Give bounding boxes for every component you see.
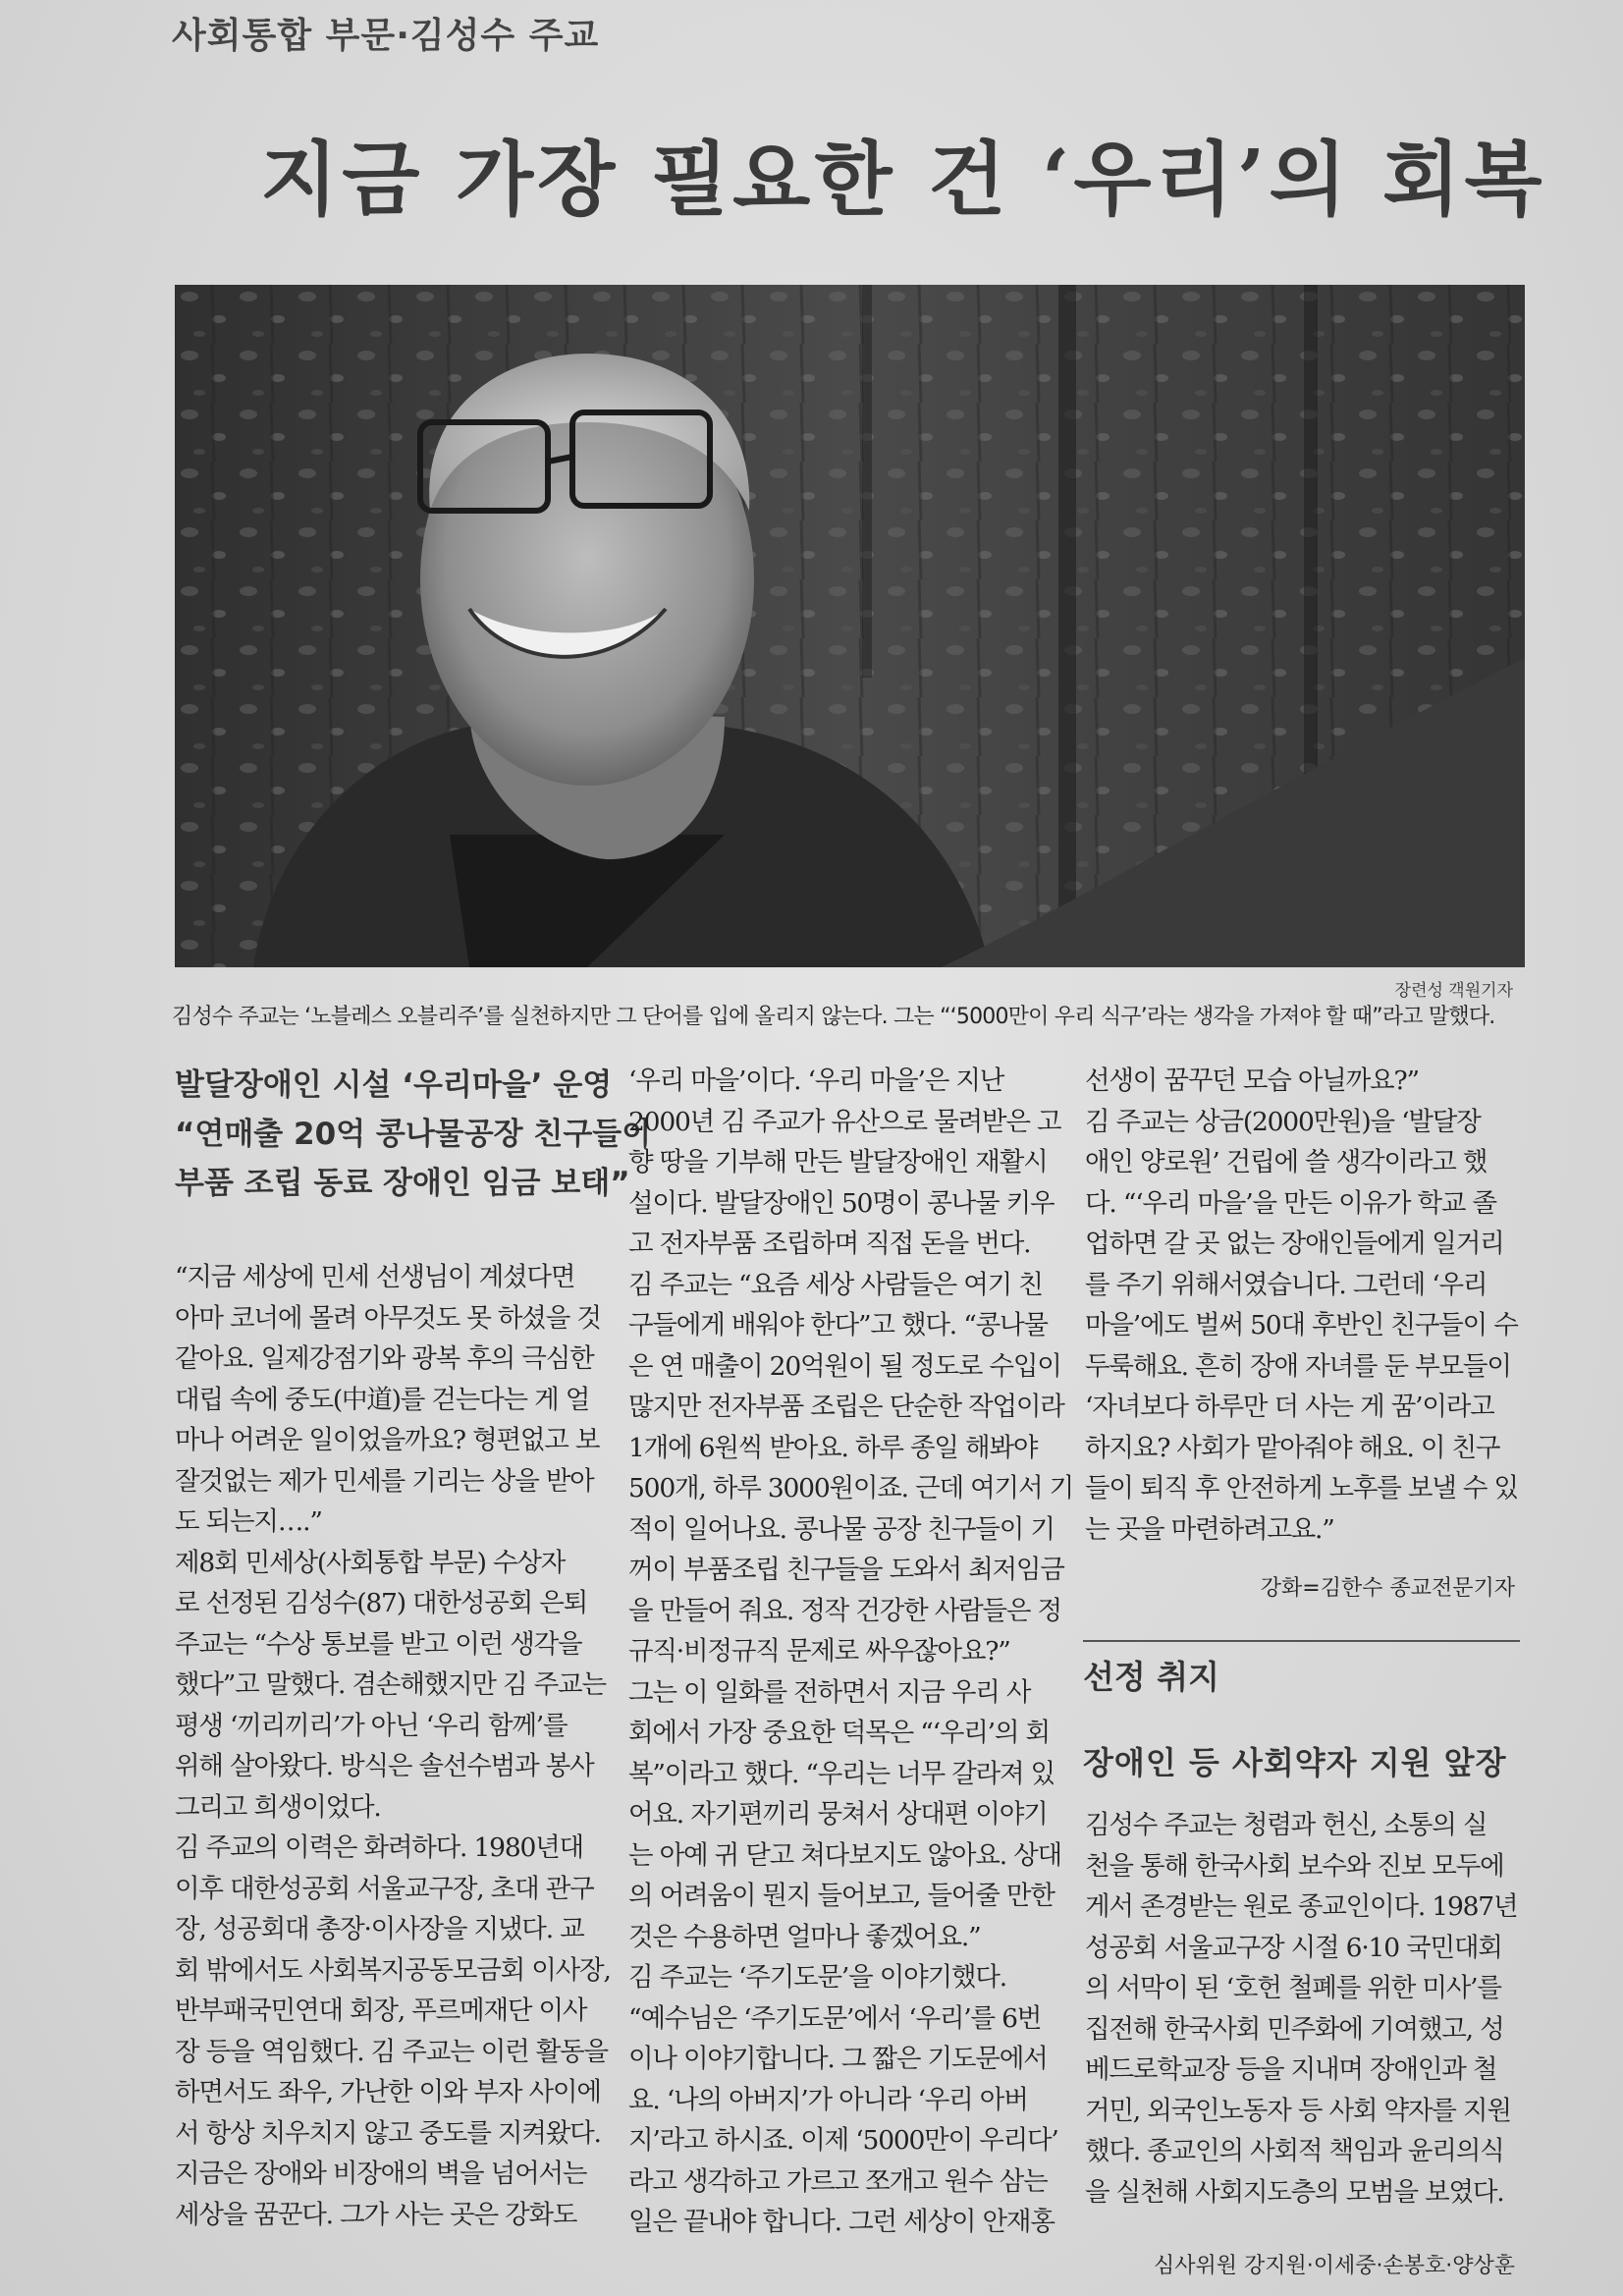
text-line: “지금 세상에 민세 선생님이 계셨다면 bbox=[175, 1262, 575, 1292]
text-line: 김 주교는 “요즘 세상 사람들은 여기 친 bbox=[628, 1269, 1043, 1300]
text-line: 500개, 하루 3000원이죠. 근데 여기서 기 bbox=[628, 1473, 1073, 1503]
text-line: 구들에게 배워야 한다”고 했다. “콩나물 bbox=[628, 1310, 1048, 1340]
text-line: 두룩해요. 흔히 장애 자녀를 둔 부모들이 bbox=[1085, 1350, 1511, 1382]
selection-headline: 장애인 등 사회약자 지원 앞장 bbox=[1083, 1744, 1507, 1781]
text-line: 집전해 한국사회 민주화에 기여했고, 성 bbox=[1085, 2013, 1504, 2045]
subhead-line: 발달장애인 시설 ‘우리마을’ 운영 bbox=[175, 1067, 613, 1103]
text-line: 마나 어려운 일이었을까요? 형편없고 보 bbox=[175, 1425, 600, 1455]
text-line: 서 항상 치우치지 않고 중도를 지켜왔다. bbox=[175, 2117, 601, 2149]
article-subhead bbox=[175, 1061, 652, 1208]
text-line: ‘자녀보다 하루만 더 사는 게 꿈’이라고 bbox=[1085, 1392, 1494, 1422]
text-line: 대립 속에 중도(中道)를 걷는다는 게 얼 bbox=[175, 1384, 590, 1415]
text-line: 를 주기 위해서였습니다. 그런데 ‘우리 bbox=[1085, 1269, 1488, 1300]
subhead-line: 부품 조립 동료 장애인 임금 보태” bbox=[175, 1166, 630, 1201]
text-line: 꺼이 부품조립 친구들을 도와서 최저임금 bbox=[628, 1555, 1064, 1585]
text-line: 하지요? 사회가 맡아줘야 해요. 이 친구 bbox=[1085, 1432, 1500, 1463]
text-line: 선생이 꿈꾸던 모습 아닐까요?” bbox=[1085, 1066, 1419, 1096]
text-line: 김 주교는 ‘주기도문’을 이야기했다. bbox=[628, 1962, 1006, 1993]
text-line: 했다. 종교인의 사회적 책임과 윤리의식 bbox=[1085, 2136, 1504, 2166]
text-line: 회 밖에서도 사회복지공동모금회 이사장, bbox=[175, 1954, 611, 1986]
text-line: 의 서막이 된 ‘호헌 철폐를 위한 미사’를 bbox=[1085, 1973, 1501, 2003]
photo-caption: 김성수 주교는 ‘노블레스 오블리주’를 실천하지만 그 단어를 입에 올리지 않는다. 그는 “‘5000만이 우리 식구’라는 생각을 가져야 할 때”라고 말했다. bbox=[172, 1005, 1495, 1029]
text-line: 라고 생각하고 가르고 쪼개고 원수 삼는 bbox=[628, 2165, 1048, 2197]
text-line: 김 주교는 상금(2000만원)을 ‘발달장 bbox=[1085, 1106, 1481, 1137]
text-line: 그는 이 일화를 전하면서 지금 우리 사 bbox=[628, 1676, 1031, 1708]
text-line: 다. “‘우리 마을’을 만든 이유가 학교 졸 bbox=[1085, 1187, 1496, 1219]
text-line: 반부패국민연대 회장, 푸르메재단 이사 bbox=[175, 1995, 587, 2026]
text-line: 많지만 전자부품 조립은 단순한 작업이라 bbox=[628, 1392, 1064, 1422]
text-line: 회에서 가장 중요한 덕목은 “‘우리’의 회 bbox=[628, 1718, 1050, 1748]
text-line: 마을’에도 벌써 50대 후반인 친구들이 수 bbox=[1085, 1310, 1518, 1340]
text-line: 은 연 매출이 20억원이 될 정도로 수입이 bbox=[628, 1350, 1061, 1382]
text-line: 성공회 서울교구장 시절 6·10 국민대회 bbox=[1085, 1932, 1502, 1963]
text-line: 일은 끝내야 합니다. 그런 세상이 안재홍 bbox=[628, 2207, 1055, 2237]
text-line: 2000년 김 주교가 유산으로 물려받은 고 bbox=[628, 1106, 1061, 1137]
headline: 지금 가장 필요한 건 ‘우리’의 회복 bbox=[260, 133, 1546, 227]
photo-credit: 장련성 객원기자 bbox=[1394, 981, 1513, 1001]
text-line: 같아요. 일제강점기와 광복 후의 극심한 bbox=[175, 1343, 594, 1374]
text-line: 애인 양로원’ 건립에 쓸 생각이라고 했 bbox=[1085, 1147, 1488, 1177]
article-photo bbox=[175, 285, 1525, 967]
text-line: 제8회 민세상(사회통합 부문) 수상자 bbox=[175, 1547, 566, 1578]
text-line: 거민, 외국인노동자 등 사회 약자를 지원 bbox=[1085, 2095, 1511, 2126]
article-column-3 bbox=[1085, 1061, 1522, 1550]
text-line: ‘우리 마을’이다. ‘우리 마을’은 지난 bbox=[628, 1066, 1004, 1096]
text-line: 는 아예 귀 닫고 쳐다보지도 않아요. 상대 bbox=[628, 1839, 1061, 1871]
text-line: 하면서도 좌우, 가난한 이와 부자 사이에 bbox=[175, 2077, 601, 2107]
text-line: 1개에 6원씩 받아요. 하루 종일 해봐야 bbox=[628, 1432, 1038, 1463]
text-line: 로 선정된 김성수(87) 대한성공회 은퇴 bbox=[175, 1588, 588, 1618]
text-line: 요. ‘나의 아버지’가 아니라 ‘우리 아버 bbox=[628, 2084, 1028, 2115]
text-line: “예수님은 ‘주기도문’에서 ‘우리’를 6번 bbox=[628, 2002, 1042, 2034]
text-line: 어요. 자기편끼리 뭉쳐서 상대편 이야기 bbox=[628, 1799, 1048, 1830]
text-line: 주교는 “수상 통보를 받고 이런 생각을 bbox=[175, 1628, 582, 1660]
text-line: 들이 퇴직 후 안전하게 노후를 보낼 수 있 bbox=[1085, 1473, 1518, 1503]
text-line: 장, 성공회대 총장·이사장을 지냈다. 교 bbox=[175, 1914, 584, 1944]
text-line: 그리고 희생이었다. bbox=[175, 1791, 381, 1823]
selection-body bbox=[1085, 1805, 1522, 2213]
selection-title: 선정 취지 bbox=[1083, 1658, 1220, 1696]
text-line: 고 전자부품 조립하며 직접 돈을 번다. bbox=[628, 1229, 1031, 1259]
text-line: 이나 이야기합니다. 그 짧은 기도문에서 bbox=[628, 2044, 1048, 2074]
text-line: 도 되는지….” bbox=[175, 1506, 322, 1537]
text-line: 업하면 갈 곳 없는 장애인들에게 일거리 bbox=[1085, 1229, 1504, 1259]
text-line: 복”이라고 했다. “우리는 너무 갈라져 있 bbox=[628, 1758, 1055, 1789]
text-line: 김성수 주교는 청렴과 헌신, 소통의 실 bbox=[1085, 1810, 1488, 1840]
reporter-byline: 강화=김한수 종교전문기자 bbox=[1260, 1576, 1515, 1601]
text-line: 했다”고 말했다. 겸손해했지만 김 주교는 bbox=[175, 1669, 606, 1700]
text-line: 적이 일어나요. 콩나물 공장 친구들이 기 bbox=[628, 1513, 1055, 1545]
text-line: 장 등을 역임했다. 김 주교는 이런 활동을 bbox=[175, 2036, 608, 2067]
text-line: 게서 존경받는 원로 종교인이다. 1987년 bbox=[1085, 1891, 1518, 1922]
text-line: 규직·비정규직 문제로 싸우잖아요?” bbox=[628, 1636, 1010, 1667]
text-line: 세상을 꿈꾼다. 그가 사는 곳은 강화도 bbox=[175, 2199, 577, 2230]
sidebar-divider bbox=[1083, 1640, 1520, 1642]
text-line: 을 만들어 줘요. 정작 건강한 사람들은 정 bbox=[628, 1595, 1061, 1626]
text-line: 을 실천해 사회지도층의 모범을 보였다. bbox=[1085, 2176, 1504, 2208]
article-column-2 bbox=[628, 1061, 1073, 2243]
article-column-1 bbox=[175, 1257, 611, 2235]
judges-line: 심사위원 강지원·이세중·손봉호·양상훈 bbox=[1153, 2254, 1515, 2278]
portrait-photo-illustration bbox=[175, 285, 1525, 967]
text-line: 김 주교의 이력은 화려하다. 1980년대 bbox=[175, 1832, 583, 1863]
text-line: 베드로학교장 등을 지내며 장애인과 철 bbox=[1085, 2054, 1497, 2085]
text-line: 평생 ‘끼리끼리’가 아닌 ‘우리 함께’를 bbox=[175, 1710, 568, 1741]
text-line: 것은 수용하면 얼마나 좋겠어요.” bbox=[628, 1921, 981, 1952]
text-line: 설이다. 발달장애인 50명이 콩나물 키우 bbox=[628, 1187, 1055, 1219]
text-line: 지’라고 하시죠. 이제 ‘5000만이 우리다’ bbox=[628, 2125, 1058, 2156]
text-line: 위해 살아왔다. 방식은 솔선수범과 봉사 bbox=[175, 1751, 594, 1781]
text-line: 지금은 장애와 비장애의 벽을 넘어서는 bbox=[175, 2159, 587, 2189]
text-line: 는 곳을 마련하려고요.” bbox=[1085, 1513, 1334, 1545]
text-line: 의 어려움이 뭔지 들어보고, 들어줄 만한 bbox=[628, 1881, 1055, 1911]
text-line: 이후 대한성공회 서울교구장, 초대 관구 bbox=[175, 1873, 594, 1904]
subhead-line: “연매출 20억 콩나물공장 친구들이 bbox=[175, 1117, 652, 1152]
text-line: 천을 통해 한국사회 보수와 진보 모두에 bbox=[1085, 1850, 1504, 1882]
text-line: 향 땅을 기부해 만든 발달장애인 재활시 bbox=[628, 1147, 1048, 1177]
section-label: 사회통합 부문·김성수 주교 bbox=[172, 16, 600, 56]
text-line: 잘것없는 제가 민세를 기리는 상을 받아 bbox=[175, 1465, 594, 1497]
text-line: 아마 코너에 몰려 아무것도 못 하셨을 것 bbox=[175, 1302, 601, 1334]
